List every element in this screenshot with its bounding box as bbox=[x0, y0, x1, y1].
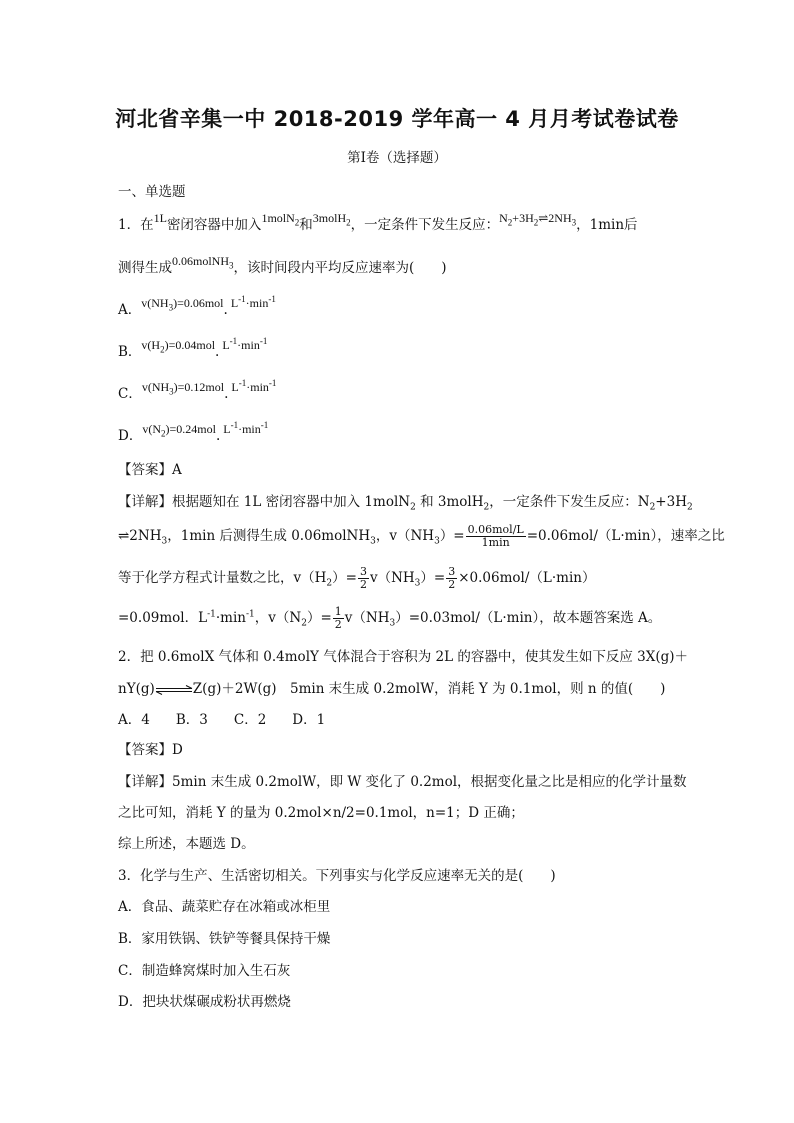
section-heading: 第Ⅰ卷（选择题） bbox=[347, 150, 447, 166]
fraction-rate: $\frac{\text{0.06mol/L}}{1\min}$ bbox=[467, 523, 524, 549]
page-title: 河北省辛集一中 2018-2019 学年高一 4 月月考试卷试卷 bbox=[115, 107, 679, 131]
part-heading: 一、单选题 bbox=[118, 184, 186, 200]
q1-answer: 【答案】A bbox=[118, 462, 182, 478]
q1-explanation-line-3: 等于化学方程式计量数之比，$v(H_2)=$ $\frac{3}{2}$ $v(NH_3)=$ $\frac{3}{2}$ ×0.06mol/（L·min） bbox=[118, 565, 596, 591]
q1-option-b[interactable]: B．$v(H_2)=0.04mol$. $L^{-1}\cdot\min^{-1}$ bbox=[118, 336, 268, 360]
q1-option-d[interactable]: D．$v(N_2)=0.24mol$. $L^{-1}\cdot\min^{-1}$ bbox=[118, 420, 269, 444]
q2-option-c[interactable]: C．2 bbox=[233, 712, 267, 728]
q3-option-c[interactable]: C．制造蜂窝煤时加入生石灰 bbox=[118, 963, 291, 979]
q2-option-d[interactable]: D．1 bbox=[292, 712, 326, 728]
q1-option-c[interactable]: C．$v(NH_3)=0.12mol$. $L^{-1}\cdot\min^{-1}$ bbox=[118, 378, 277, 402]
question-2-stem: 2．把 0.6molX 气体和 0.4molY 气体混合于容积为 2L 的容器中，使其发生如下反应 3X(g)＋ bbox=[118, 649, 689, 665]
q2-options bbox=[118, 708, 325, 728]
equilibrium-arrow-icon bbox=[155, 685, 193, 695]
q3-option-a[interactable]: A．食品、蔬菜贮存在冰箱或冰柜里 bbox=[118, 899, 331, 915]
q2-option-b[interactable]: B．3 bbox=[175, 712, 208, 728]
q1-option-a[interactable]: A．$v(NH_3)=0.06mol$. $L^{-1}\cdot\min^{-1}$ bbox=[118, 294, 276, 318]
q2-explanation-line-2: 之比可知，消耗 Y 的量为 0.2mol×n/2=0.1mol，n=1；D 正确； bbox=[118, 805, 524, 821]
q2-explanation-line-3: 综上所述，本题选 D。 bbox=[118, 836, 255, 852]
reaction-equation: $N_2+3H_2\rightleftharpoons 2NH_3$ bbox=[499, 211, 577, 228]
q3-option-b[interactable]: B．家用铁锅、铁铲等餐具保持干燥 bbox=[118, 931, 331, 947]
q3-option-d[interactable]: D．把块状煤碾成粉状再燃烧 bbox=[118, 994, 291, 1010]
q1-explanation-line-4: =0.09mol．$L^{-1}\cdot\min^{-1}$，$v(N_2)=$ $\frac{1}{2}$ $v(NH_3)=0.03mol/(L\cdot\min)$，故本题答案选 A。 bbox=[118, 605, 662, 631]
q2-explanation-line-1: 【详解】5min 末生成 0.2molW，即 W 变化了 0.2mol，根据变化量之比是相应的化学计量数 bbox=[118, 774, 687, 790]
q2-option-a[interactable]: A．4 bbox=[118, 712, 150, 728]
question-3-stem: 3．化学与生产、生活密切相关。下列事实与化学反应速率无关的是( ) bbox=[118, 868, 556, 884]
q2-answer: 【答案】D bbox=[118, 742, 183, 758]
q1-explanation-line-2: $\rightleftharpoons 2NH_3$，1min 后测得生成 0.06molNH$_3$，$v(NH_3)=$ $\frac{\text{0.06mol/L}}{1\min}$ =0.06mol/（L·min），速率之比 bbox=[118, 523, 725, 549]
question-1-stem: 1．在1L密闭容器中加入1molN$_2$和3molH$_2$，一定条件下发生反应：$N_2+3H_2\rightleftharpoons 2NH_3$，1min后 bbox=[118, 211, 638, 233]
q1-explanation-line-1: 【详解】根据题知在 1L 密闭容器中加入 1molN$_2$ 和 3molH$_2$，一定条件下发生反应：$N_2+3H_2$ bbox=[118, 494, 693, 513]
question-2-stem-cont: nY(g) Z(g)＋2W(g) 5min 末生成 0.2molW，消耗 Y 为 0.1mol，则 n 的值( ) bbox=[118, 681, 666, 697]
question-1-stem-cont: 测得生成0.06molNH$_3$，该时间段内平均反应速率为( ) bbox=[118, 254, 447, 276]
